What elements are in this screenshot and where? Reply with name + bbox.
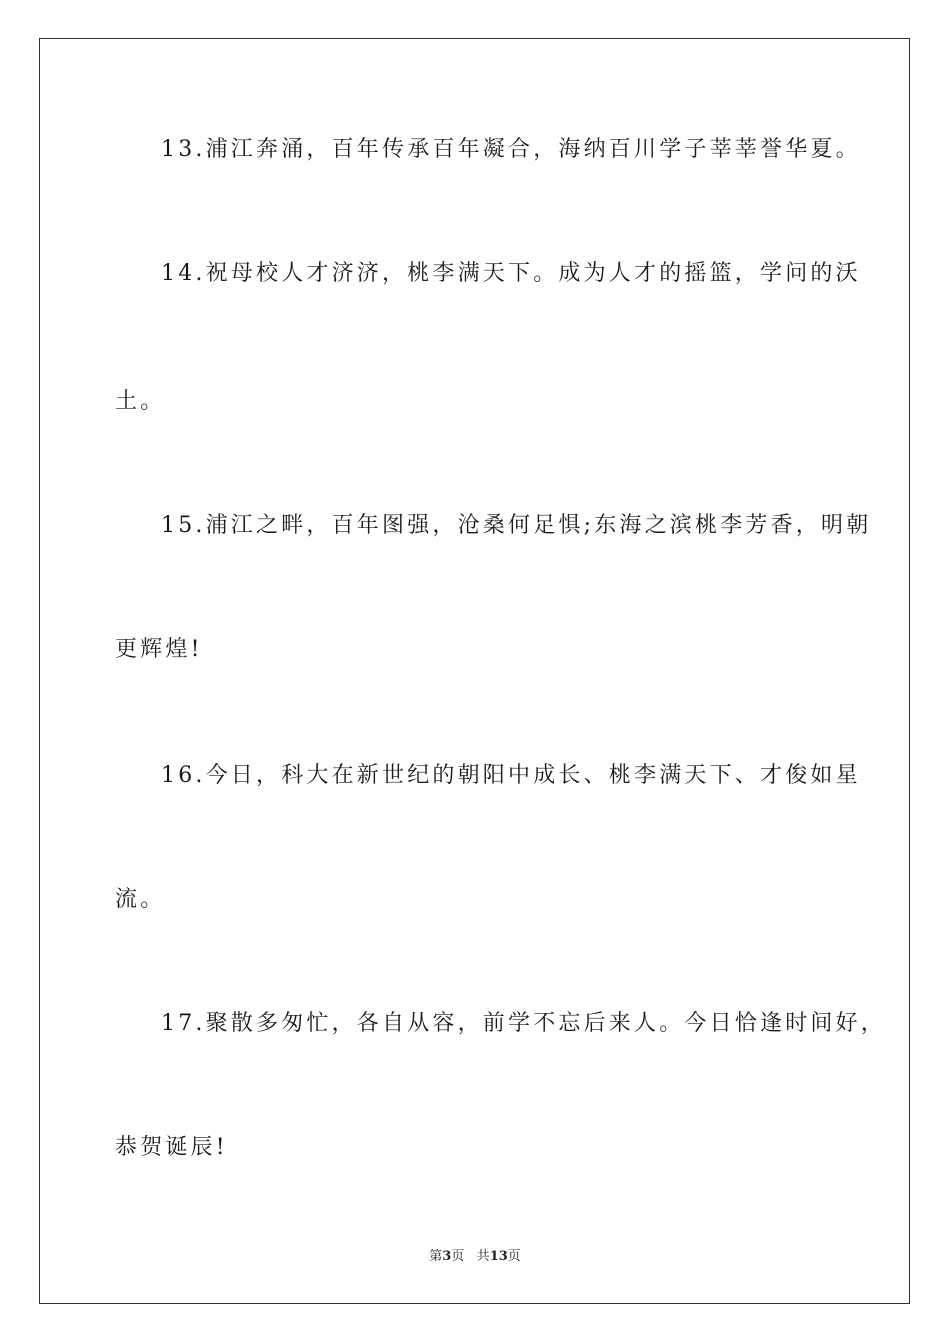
item-text: 祝母校人才济济，桃李满天下。成为人才的摇篮，学问的沃 (205, 261, 861, 286)
item-text: 浦江之畔，百年图强，沧桑何足惧;东海之滨桃李芳香，明朝 (205, 513, 872, 538)
paragraph-16-continuation: 流。 (115, 887, 166, 912)
page-footer (0, 1248, 950, 1266)
total-pages-number: 13 (489, 1249, 508, 1264)
item-text: 聚散多匆忙，各自从容，前学不忘后来人。今日恰逢时间好， (205, 1011, 886, 1036)
paragraph-15 (161, 512, 871, 540)
paragraph-14 (161, 260, 861, 288)
item-number: 14. (161, 261, 206, 286)
paragraph-15-continuation: 更辉煌! (115, 637, 203, 662)
item-text: 今日，科大在新世纪的朝阳中成长、桃李满天下、才俊如星 (205, 763, 861, 788)
item-text: 浦江奔涌，百年传承百年凝合，海纳百川学子莘莘誉华夏。 (205, 137, 861, 162)
item-number: 13. (161, 137, 206, 162)
paragraph-17 (161, 1010, 886, 1038)
footer-prefix: 第 (429, 1249, 443, 1264)
paragraph-13 (161, 136, 861, 164)
footer-page-suffix: 页 (451, 1249, 465, 1264)
item-number: 15. (161, 513, 206, 538)
paragraph-17-continuation: 恭贺诞辰! (115, 1135, 228, 1160)
paragraph-16 (161, 762, 861, 790)
item-number: 16. (161, 763, 206, 788)
footer-total-suffix: 页 (507, 1249, 521, 1264)
item-number: 17. (161, 1011, 206, 1036)
page-border (39, 38, 910, 1304)
current-page-number: 3 (442, 1249, 452, 1264)
paragraph-14-continuation: 土。 (115, 389, 166, 414)
footer-total-prefix: 共 (476, 1249, 490, 1264)
